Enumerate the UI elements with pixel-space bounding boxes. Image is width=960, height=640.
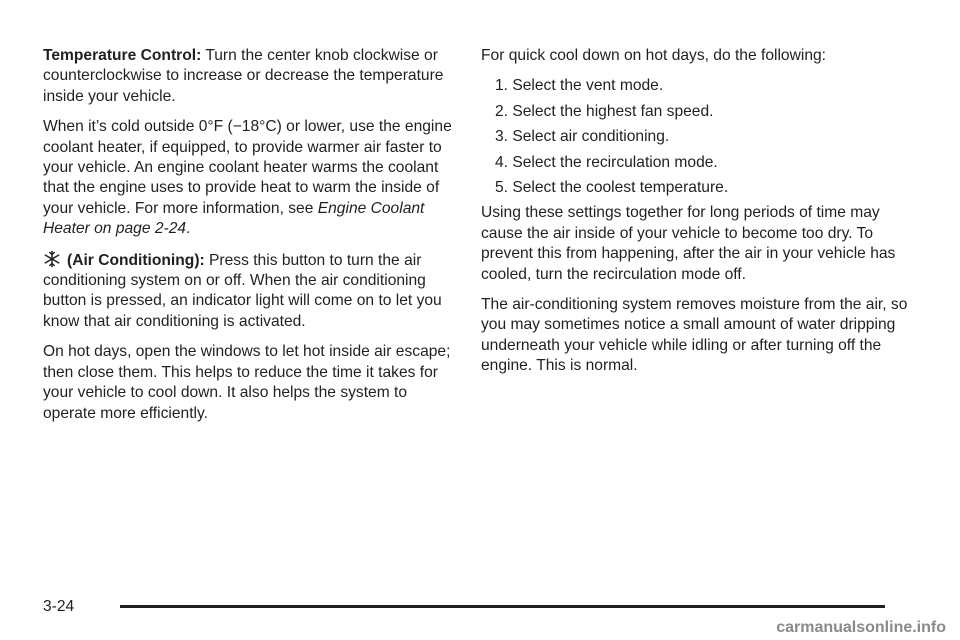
list-item: 4. Select the recirculation mode. xyxy=(495,153,718,171)
cold-weather-paragraph xyxy=(43,117,463,239)
moisture-paragraph: The air-conditioning system removes moisture from the air, so you may sometimes notice a small amount of water dripping underneath your vehicle while idling or after turning off the engine. This is normal. xyxy=(481,296,908,375)
list-item: 3. Select air conditioning. xyxy=(495,128,670,146)
quick-cool-intro: For quick cool down on hot days, do the following: xyxy=(481,47,826,64)
page-number: 3-24 xyxy=(43,598,75,615)
footer-watermark: carmanualsonline.info xyxy=(776,619,946,636)
cold-weather-text: When it’s cold outside 0°F (−18°C) or lower, use the engine coolant heater, if equipped, to provide warmer air faster to your vehicle. An engine coolant heater warms the coolant that the engine uses to provide heat to warm the inside of your vehicle. For more information, see xyxy=(43,118,452,217)
list-item: 2. Select the highest fan speed. xyxy=(495,102,714,120)
temperature-control-paragraph xyxy=(43,46,463,107)
quick-cool-steps xyxy=(481,76,921,198)
coolant-heater-reference: Engine Coolant Heater on page 2-24 xyxy=(43,199,425,238)
air-conditioning-text: Press this button to turn the air conditioning system on or off. When the air conditioning button is pressed, an indicator light will come on to let you know that air conditioning is activated. xyxy=(43,251,442,330)
settings-warning-paragraph: Using these settings together for long periods of time may cause the air inside of your vehicle to become too dry. To prevent this from happening, after the air in your vehicle has cooled, turn the recirculation mode off. xyxy=(481,204,896,283)
air-conditioning-paragraph xyxy=(43,250,463,333)
hot-days-paragraph: On hot days, open the windows to let hot inside air escape; then close them. This helps to reduce the time it takes for your vehicle to cool down. It also helps the system to operate more efficiently. xyxy=(43,343,451,422)
temperature-control-text: Turn the center knob clockwise or counterclockwise to increase or decrease the temperature inside your vehicle. xyxy=(43,47,444,105)
right-column xyxy=(481,46,921,387)
cold-weather-end: . xyxy=(186,220,191,238)
temperature-control-label: Temperature Control: xyxy=(43,47,202,64)
list-item: 1. Select the vent mode. xyxy=(495,77,664,95)
left-column xyxy=(43,46,463,434)
air-conditioning-label: (Air Conditioning): xyxy=(67,251,205,269)
snowflake-icon xyxy=(43,250,61,268)
footer-rule xyxy=(120,605,885,608)
list-item: 5. Select the coolest temperature. xyxy=(495,179,729,197)
